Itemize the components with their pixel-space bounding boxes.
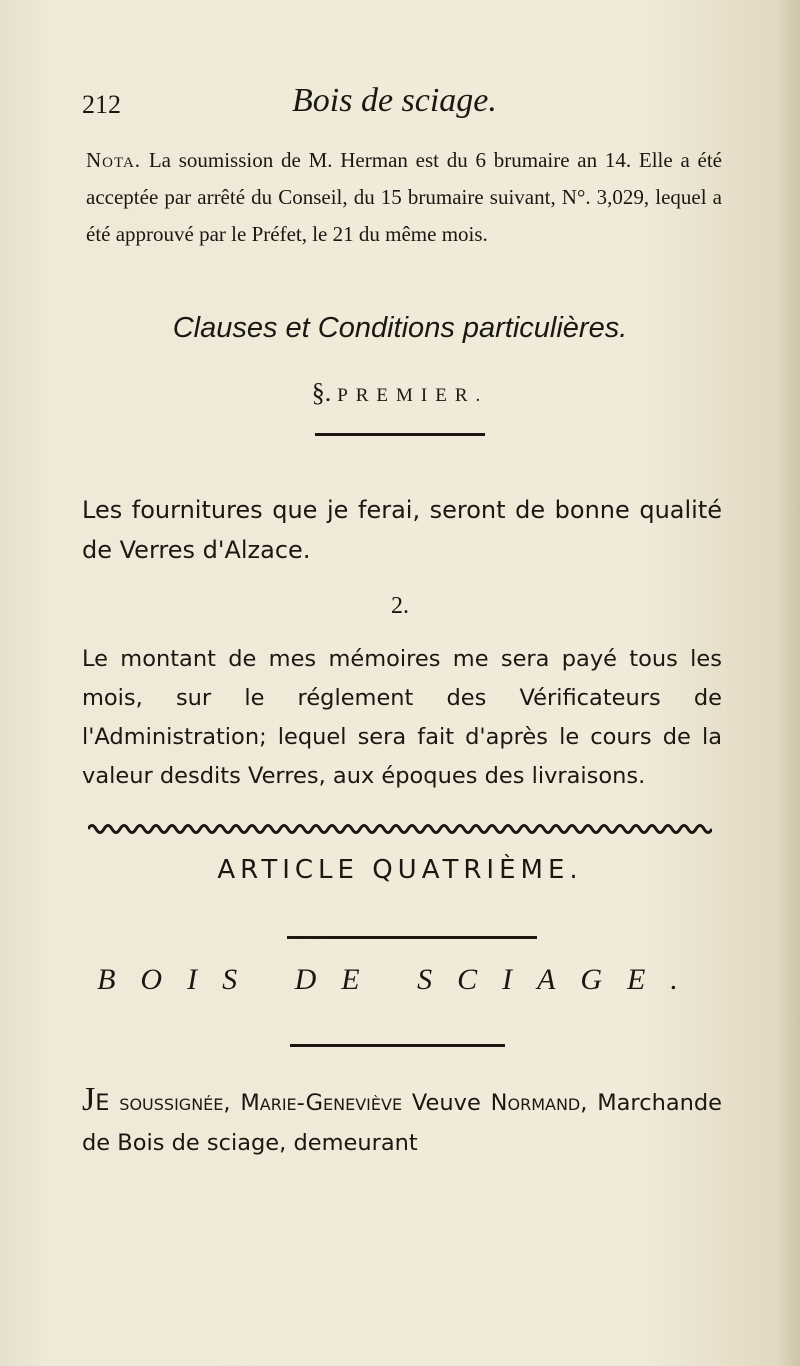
nota-paragraph bbox=[86, 142, 722, 253]
ornamental-border bbox=[88, 822, 712, 836]
page-header bbox=[82, 82, 722, 126]
section-label: PREMIER. bbox=[337, 385, 489, 406]
declaration-e: E bbox=[95, 1090, 110, 1116]
page-number: 212 bbox=[82, 90, 121, 119]
bois-heading: BOIS DE SCIAGE. bbox=[97, 963, 703, 996]
declaration-name: soussignée, Marie-Geneviève bbox=[119, 1090, 403, 1116]
clause-1-text: Les fournitures que je ferai, seront de bonne qualité de Verres d'Alzace. bbox=[82, 496, 722, 564]
declaration-text bbox=[82, 1080, 722, 1163]
declaration-veuve: Veuve bbox=[411, 1090, 481, 1116]
section-heading bbox=[0, 378, 800, 408]
article-heading: ARTICLE QUATRIÈME. bbox=[217, 855, 583, 885]
clause-2-text: Le montant de mes mémoires me sera payé tous les mois, sur le réglement des Vérificateurs de l'Administration; lequel sera fait d'après le cours de la valeur desdits Verres, aux époques des livraisons. bbox=[82, 646, 722, 789]
divider-rule bbox=[290, 1044, 505, 1047]
declaration-surname: Normand bbox=[490, 1090, 581, 1116]
nota-label: Nota. bbox=[86, 148, 142, 172]
divider-rule bbox=[287, 936, 537, 939]
drop-cap: J bbox=[82, 1081, 96, 1118]
running-title: Bois de sciage. bbox=[292, 82, 497, 119]
clause-2-number: 2. bbox=[391, 593, 409, 619]
clauses-heading: Clauses et Conditions particulières. bbox=[172, 312, 628, 344]
nota-text: La soumission de M. Herman est du 6 brumaire an 14. Elle a été acceptée par arrêté du Conseil, du 15 brumaire suivant, N°. 3,029, lequel a été approuvé par le Préfet, le 21 du même mois. bbox=[86, 148, 723, 246]
declaration-rest: , Marchande de Bois de sciage, demeurant bbox=[82, 1090, 722, 1156]
divider-rule bbox=[315, 433, 485, 436]
section-mark: §. bbox=[311, 378, 332, 407]
